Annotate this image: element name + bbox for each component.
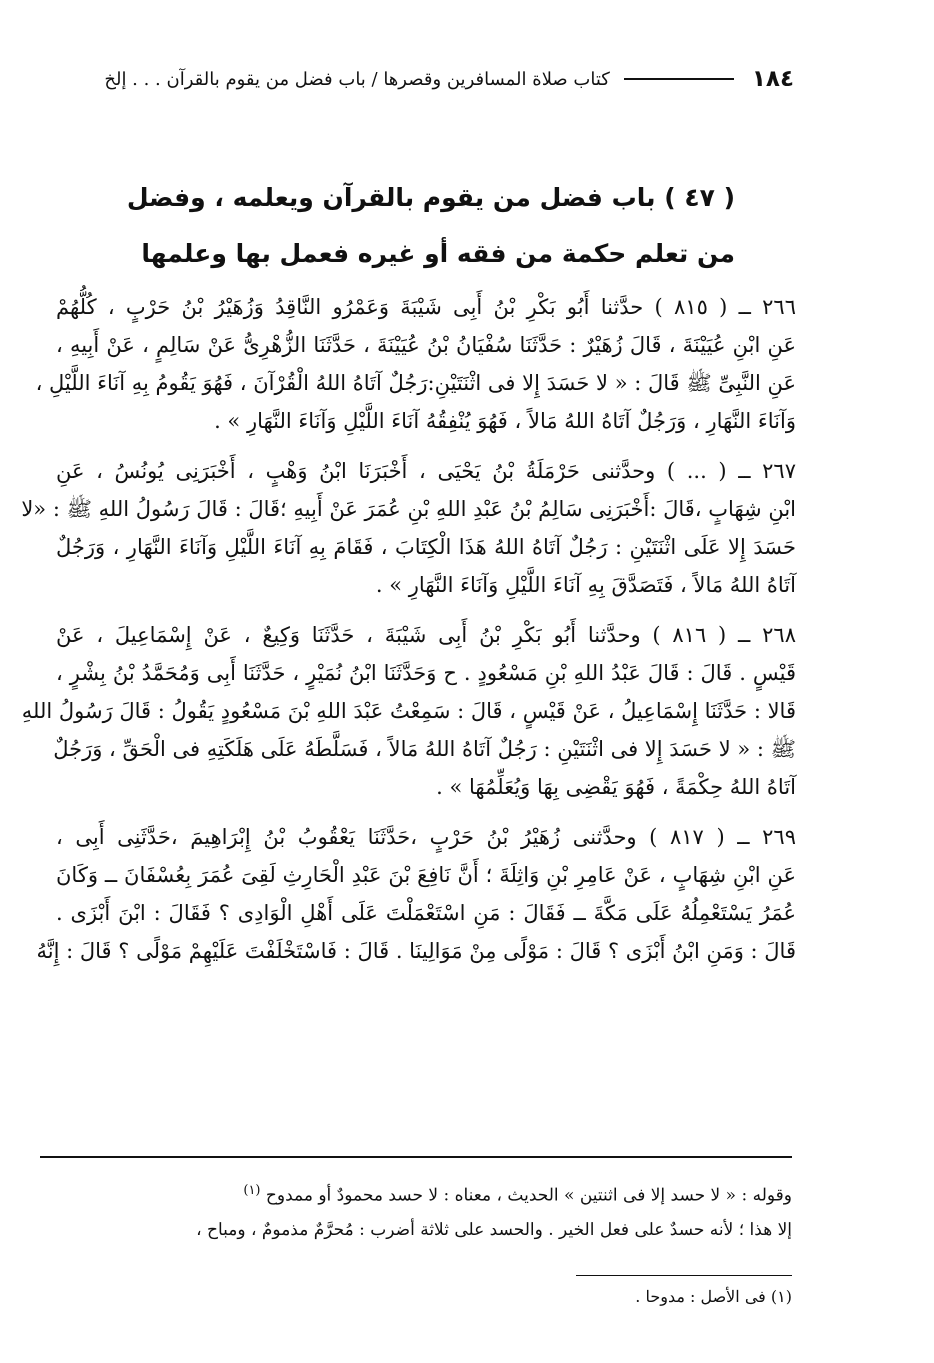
chapter-heading-line-1: ( ٤٧ ) باب فضل من يقوم بالقرآن ويعلمه ، وفضل bbox=[126, 183, 735, 212]
apparatus-separator bbox=[576, 1275, 792, 1276]
chapter-heading-line-2: من تعلم حكمة من فقه أو غيره فعمل بها وعلمها bbox=[141, 239, 735, 268]
footnote bbox=[42, 1174, 792, 1247]
hadith-line: قَيْسٍ . قَالَ : قَالَ عَبْدُ اللهِ بْنِ مَسْعُودٍ . ح وَحَدَّثَنَا ابْنُ نُمَيْرٍ ، حَدَّثَنَا أَبِى وَمُحَمَّدُ بْنُ بِشْرٍ ، bbox=[56, 661, 796, 685]
hadith-line: عَنِ ابْنِ شِهَابٍ ، عَنْ عَامِرِ بْنِ وَاثِلَةَ ؛ أَنَّ نَافِعَ بْنَ عَبْدِ الْحَارِثِ لَقِىَ عُمَرَ بِعُسْفَانَ ــ وَكَانَ bbox=[56, 863, 796, 887]
hadith-line: عَنِ ابْنِ عُيَيْنَةَ ، قَالَ زُهَيْرٌ : حَدَّثَنَا سُفْيَانُ بْنُ عُيَيْنَةَ ، حَدَّثَنَا الزُّهْرِىُّ عَنْ سَالِمٍ ، عَنْ أَبِيهِ ، bbox=[56, 333, 796, 357]
apparatus-note: (١) فى الأصل : مدوحا . bbox=[635, 1287, 792, 1306]
hadith-line: ابْنِ شِهَابٍ ،قَالَ :أَخْبَرَنِى سَالِمُ بْنُ عَبْدِ اللهِ بْنِ عُمَرَ عَنْ أَبِيهِ ؛قَالَ : قَالَ رَسُولُ اللهِ ﷺ : «لا bbox=[21, 497, 796, 521]
footnote-text: وقوله : « لا حسد إلا فى اثنتين » الحديث ، معناه : لا حسد محمودٌ أو ممدوح bbox=[265, 1185, 792, 1206]
hadith-line: ٢٦٦ ــ ( ٨١٥ ) حدَّثنا أَبُو بَكْرِ بْنُ أَبِى شَيْبَةَ وَعَمْرُو النَّاقِدُ وَزُهَيْرُ بْنُ حَرْبٍ ، كُلُّهُمْ bbox=[56, 295, 796, 319]
hadith-line: آتَاهُ اللهُ حِكْمَةً ، فَهُوَ يَقْضِى بِهَا وَيُعَلِّمُهَا » . bbox=[436, 775, 796, 799]
hadith-line: آتَاهُ اللهُ مَالاً ، فَتَصَدَّقَ بِهِ آنَاءَ اللَّيْلِ وَآنَاءَ النَّهَارِ » . bbox=[375, 573, 796, 597]
hadith-line: وَآنَاءَ النَّهَارِ ، وَرَجُلٌ آتَاهُ اللهُ مَالاً ، فَهُوَ يُنْفِقُهُ آنَاءَ اللَّيْلِ وَآنَاءَ النَّهَارِ » . bbox=[214, 409, 796, 433]
header-rule bbox=[624, 78, 734, 80]
hadith-line: ٢٦٩ ــ ( ٨١٧ ) وحدَّثنى زُهَيْرُ بْنُ حَرْبٍ ،حَدَّثَنَا يَعْقُوبُ بْنُ إِبْرَاهِيمَ ،حَدَّثَنِى أَبِى ، bbox=[56, 825, 796, 849]
footnote-line-1 bbox=[42, 1174, 792, 1213]
hadith-body bbox=[21, 288, 796, 982]
hadith-269 bbox=[36, 818, 796, 970]
footnote-separator bbox=[40, 1156, 792, 1158]
hadith-line: ﷺ : « لا حَسَدَ إِلا فى اثْنَتَيْنِ : رَجُلٌ آتَاهُ اللهُ مَالاً ، فَسَلَّطَهُ عَلَى هَلَكَتِهِ فى الْحَقِّ ، وَرَجُلٌ bbox=[53, 737, 796, 761]
hadith-267 bbox=[21, 452, 796, 604]
hadith-line: عَنِ النَّبِىِّ ﷺ قَالَ : « لا حَسَدَ إِلا فى اثْنَتَيْنِ:رَجُلٌ آتَاهُ اللهُ الْقُرْآنَ ، فَهُوَ يَقُومُ بِهِ آنَاءَ اللَّيْلِ ، bbox=[35, 371, 796, 395]
hadith-line: ٢٦٨ ــ ( ٨١٦ ) وحدَّثنا أَبُو بَكْرِ بْنُ أَبِى شَيْبَةَ ، حَدَّثَنَا وَكِيعٌ ، عَنْ إِسْمَاعِيلَ ، عَنْ bbox=[56, 623, 796, 647]
hadith-line: قَالَ : وَمَنِ ابْنُ أَبْزَى ؟ قَالَ : مَوْلًى مِنْ مَوَالِينَا . قَالَ : فَاسْتَخْلَفْتَ عَلَيْهِمْ مَوْلًى ؟ قَالَ : إِنَّهُ bbox=[36, 939, 796, 963]
running-title: كتاب صلاة المسافرين وقصرها / باب فضل من يقوم بالقرآن . . . إلخ bbox=[104, 68, 610, 90]
footnote-line-2: إلا هذا ؛ لأنه حسدٌ على فعل الخير . والحسد على ثلاثة أضرب : مُحرَّمٌ مذمومٌ ، ومباح ، bbox=[196, 1219, 792, 1240]
hadith-line: ٢٦٧ ــ ( ... ) وحدَّثنى حَرْمَلَةُ بْنُ يَحْيَى ، أَخْبَرَنَا ابْنُ وَهْبٍ ، أَخْبَرَنِى يُونُسُ ، عَنِ bbox=[56, 459, 796, 483]
page-number: ١٨٤ bbox=[751, 66, 794, 92]
hadith-268 bbox=[21, 616, 796, 806]
hadith-line: قَالا : حَدَّثَنَا إِسْمَاعِيلُ ، عَنْ قَيْسٍ ، قَالَ : سَمِعْتُ عَبْدَ اللهِ بْنَ مَسْعُودٍ يَقُولُ : قَالَ رَسُولُ اللهِ bbox=[21, 699, 796, 723]
hadith-266 bbox=[35, 288, 796, 440]
chapter-heading bbox=[126, 170, 735, 282]
footnote-marker: (١) bbox=[243, 1183, 261, 1198]
hadith-line: عُمَرُ يَسْتَعْمِلُهُ عَلَى مَكَّةَ ــ فَقَالَ : مَنِ اسْتَعْمَلْتَ عَلَى أَهْلِ الْوَادِى ؟ فَقَالَ : ابْنَ أَبْزَى . bbox=[56, 901, 796, 925]
hadith-line: حَسَدَ إِلا عَلَى اثْنَتَيْنِ : رَجُلٌ آتَاهُ اللهُ هَذَا الْكِتَابَ ، فَقَامَ بِهِ آنَاءَ اللَّيْلِ وَآنَاءَ النَّهَارِ ، وَرَجُلٌ bbox=[56, 535, 796, 559]
running-head bbox=[34, 62, 794, 96]
